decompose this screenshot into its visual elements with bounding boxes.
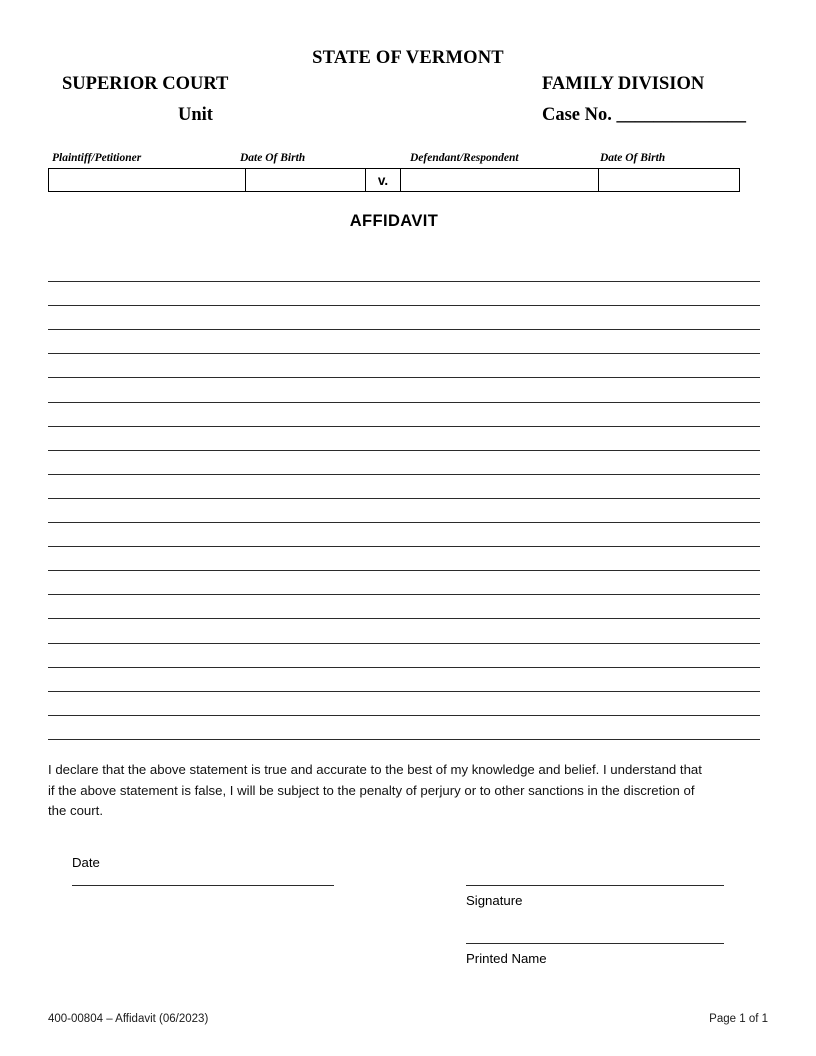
unit-label: Unit bbox=[178, 105, 213, 125]
defendant-dob-column-label: Date Of Birth bbox=[600, 152, 666, 164]
statement-lines[interactable] bbox=[48, 258, 760, 740]
signature-block bbox=[48, 855, 768, 985]
statement-line[interactable] bbox=[48, 523, 760, 547]
date-input-line[interactable] bbox=[72, 885, 334, 886]
state-title: STATE OF VERMONT bbox=[312, 48, 504, 68]
printed-name-label: Printed Name bbox=[466, 951, 547, 966]
statement-line[interactable] bbox=[48, 716, 760, 740]
signature-label: Signature bbox=[466, 893, 523, 908]
page-content bbox=[48, 0, 768, 1056]
plaintiff-column-label: Plaintiff/Petitioner bbox=[52, 152, 142, 164]
defendant-dob-field[interactable] bbox=[599, 168, 740, 192]
statement-line[interactable] bbox=[48, 619, 760, 643]
statement-line[interactable] bbox=[48, 499, 760, 523]
form-id-label: 400-00804 – Affidavit (06/2023) bbox=[48, 1013, 209, 1025]
unit-case-row bbox=[48, 105, 768, 129]
court-header-row bbox=[48, 74, 768, 98]
statement-line[interactable] bbox=[48, 330, 760, 354]
statement-line[interactable] bbox=[48, 282, 760, 306]
plaintiff-dob-field[interactable] bbox=[246, 168, 366, 192]
case-number-label: Case No. ______________ bbox=[542, 105, 747, 125]
plaintiff-dob-column-label: Date Of Birth bbox=[240, 152, 306, 164]
statement-line[interactable] bbox=[48, 595, 760, 619]
statement-line[interactable] bbox=[48, 451, 760, 475]
statement-line[interactable] bbox=[48, 692, 760, 716]
caption-table bbox=[48, 168, 740, 192]
page-number-label: Page 1 of 1 bbox=[709, 1013, 768, 1025]
declaration-paragraph: I declare that the above statement is true and accurate to the best of my knowledge and belief. I understand that if the above statement is false, I will be subject to the penalty of perjury or to other sanctions in the discretion of the court. bbox=[48, 762, 702, 818]
statement-line[interactable] bbox=[48, 475, 760, 499]
date-label: Date bbox=[72, 855, 100, 870]
statement-line[interactable] bbox=[48, 547, 760, 571]
versus-label: v. bbox=[366, 168, 401, 192]
statement-line[interactable] bbox=[48, 644, 760, 668]
document-title: AFFIDAVIT bbox=[349, 212, 439, 230]
statement-line[interactable] bbox=[48, 668, 760, 692]
statement-line[interactable] bbox=[48, 427, 760, 451]
family-division-label: FAMILY DIVISION bbox=[542, 74, 705, 94]
defendant-column-label: Defendant/Respondent bbox=[410, 152, 519, 164]
printed-name-input-line[interactable] bbox=[466, 943, 724, 944]
plaintiff-name-field[interactable] bbox=[48, 168, 246, 192]
defendant-name-field[interactable] bbox=[401, 168, 599, 192]
superior-court-label: SUPERIOR COURT bbox=[62, 74, 229, 94]
statement-line[interactable] bbox=[48, 306, 760, 330]
page-footer bbox=[48, 1013, 768, 1029]
statement-line[interactable] bbox=[48, 258, 760, 282]
signature-input-line[interactable] bbox=[466, 885, 724, 886]
statement-line[interactable] bbox=[48, 354, 760, 378]
statement-line[interactable] bbox=[48, 403, 760, 427]
statement-line[interactable] bbox=[48, 571, 760, 595]
statement-line[interactable] bbox=[48, 378, 760, 402]
caption-column-labels bbox=[48, 152, 768, 168]
